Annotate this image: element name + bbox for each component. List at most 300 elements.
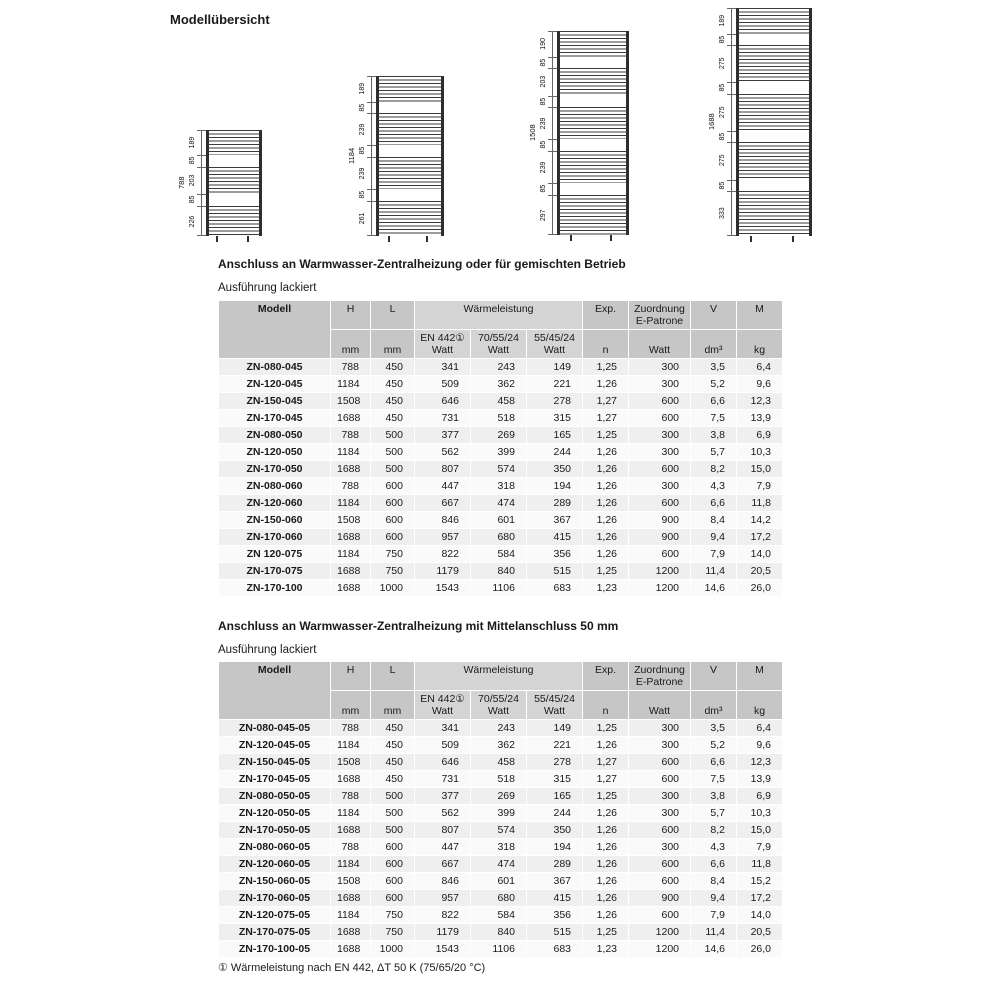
value-cell: 1,26 [583,444,629,461]
value-cell: 15,0 [737,461,783,478]
value-cell: 1000 [371,580,415,597]
col-header-m: M [737,662,783,691]
value-cell: 500 [371,788,415,805]
value-cell: 518 [471,771,527,788]
value-cell: 9,4 [691,890,737,907]
value-cell: 1,25 [583,427,629,444]
zuordnung-line2: E-Patrone [635,676,684,688]
model-cell: ZN-080-060-05 [219,839,331,856]
value-cell: 500 [371,805,415,822]
zuordnung-line1: Zuordnung [634,303,685,315]
col-header-modell: Modell [219,662,331,720]
value-cell: 278 [527,393,583,410]
value-cell: 149 [527,720,583,737]
value-cell: 12,3 [737,754,783,771]
value-cell: 1,26 [583,529,629,546]
tube-group [378,113,442,145]
tube-group [738,8,810,34]
value-cell: 600 [629,856,691,873]
value-cell: 7,5 [691,771,737,788]
value-cell: 600 [629,873,691,890]
value-cell: 1184 [331,444,371,461]
model-cell: ZN-080-045 [219,359,331,376]
value-cell: 1106 [471,941,527,958]
value-cell: 509 [415,737,471,754]
radiator-diagram [706,8,812,236]
en442-label: EN 442① [420,693,465,705]
c55-label: 55/45/24 [534,693,575,705]
value-cell: 1508 [331,393,371,410]
table-row [219,771,783,788]
model-cell: ZN-150-060 [219,512,331,529]
value-cell: 3,5 [691,359,737,376]
value-cell: 1,27 [583,393,629,410]
value-cell: 562 [415,805,471,822]
value-cell: 788 [331,839,371,856]
table-row [219,822,783,839]
dimension-tick [548,107,557,108]
segment-dimension-label: 297 [540,209,547,221]
value-cell: 4,3 [691,839,737,856]
model-cell: ZN-080-050-05 [219,788,331,805]
segment-dimension-label: 275 [719,57,726,70]
model-cell: ZN-170-060-05 [219,890,331,907]
table-row [219,563,783,580]
segment-dimension-label: 190 [540,38,547,50]
table-row [219,856,783,873]
segment-dimension-label: 85 [719,181,726,190]
value-cell: 1179 [415,563,471,580]
table-row [219,478,783,495]
value-cell: 458 [471,393,527,410]
value-cell: 600 [371,839,415,856]
value-cell: 15,0 [737,822,783,839]
value-cell: 600 [629,461,691,478]
model-cell: ZN-170-050 [219,461,331,478]
section-subheading-2: Ausführung lackiert [218,644,317,656]
radiator-foot [426,236,428,242]
value-cell: 600 [371,478,415,495]
segment-dimension-label: 189 [719,14,726,27]
tube-group [559,151,627,183]
value-cell: 15,2 [737,873,783,890]
value-cell: 600 [629,410,691,427]
value-cell: 474 [471,856,527,873]
value-cell: 450 [371,393,415,410]
value-cell: 600 [629,546,691,563]
value-cell: 500 [371,444,415,461]
value-cell: 601 [471,873,527,890]
table-row [219,495,783,512]
value-cell: 17,2 [737,890,783,907]
value-cell: 1184 [331,546,371,563]
value-cell: 584 [471,546,527,563]
dimension-rail [731,8,732,236]
value-cell: 750 [371,924,415,941]
c55-unit: Watt [543,344,566,356]
value-cell: 6,6 [691,393,737,410]
value-cell: 846 [415,873,471,890]
value-cell: 680 [471,529,527,546]
segment-dimension-label: 85 [359,103,366,112]
value-cell: 1508 [331,754,371,771]
value-cell: 20,5 [737,924,783,941]
value-cell: 840 [471,924,527,941]
value-cell: 11,4 [691,563,737,580]
value-cell: 362 [471,376,527,393]
value-cell: 300 [629,444,691,461]
value-cell: 646 [415,393,471,410]
dimension-tick [367,201,376,202]
model-cell: ZN-170-100-05 [219,941,331,958]
value-cell: 1200 [629,941,691,958]
value-cell: 318 [471,478,527,495]
tube-group [738,142,810,179]
value-cell: 278 [527,754,583,771]
radiator-body [376,76,444,236]
radiator-foot [792,236,794,242]
value-cell: 900 [629,512,691,529]
value-cell: 1,23 [583,580,629,597]
dimension-tick [548,68,557,69]
value-cell: 8,2 [691,822,737,839]
value-cell: 1184 [331,907,371,924]
value-cell: 731 [415,771,471,788]
table-body [219,720,783,958]
unit-h: mm [331,330,371,359]
table-row [219,788,783,805]
value-cell: 450 [371,359,415,376]
value-cell: 318 [471,839,527,856]
value-cell: 11,8 [737,856,783,873]
tube-group [208,167,260,194]
value-cell: 1,25 [583,720,629,737]
radiator-body [557,31,629,235]
table-row [219,546,783,563]
dimension-tick [197,167,206,168]
value-cell: 680 [471,890,527,907]
footnote: ① Wärmeleistung nach EN 442, ΔT 50 K (75/65/20 °C) [218,962,486,974]
unit-zuordnung: Watt [629,330,691,359]
value-cell: 9,6 [737,737,783,754]
unit-m: kg [737,691,783,720]
value-cell: 7,9 [737,839,783,856]
dimension-tick [197,130,206,131]
c70-label: 70/55/24 [478,332,519,344]
value-cell: 7,9 [737,478,783,495]
segment-dimension-label: 333 [719,207,726,220]
model-cell: ZN-150-045-05 [219,754,331,771]
value-cell: 788 [331,359,371,376]
value-cell: 5,7 [691,444,737,461]
value-cell: 1,27 [583,410,629,427]
table-header [219,662,783,720]
spec-table-2 [218,661,783,958]
value-cell: 350 [527,461,583,478]
value-cell: 1,25 [583,924,629,941]
col-header-70-55-24 [471,330,527,359]
model-cell: ZN-080-050 [219,427,331,444]
segment-dimension-label: 85 [359,147,366,156]
model-cell: ZN-170-100 [219,580,331,597]
value-cell: 788 [331,478,371,495]
value-cell: 600 [371,873,415,890]
value-cell: 244 [527,805,583,822]
dimension-tick [727,191,736,192]
value-cell: 1,26 [583,907,629,924]
table-row [219,720,783,737]
value-cell: 6,4 [737,359,783,376]
dimension-tick [727,180,736,181]
section-subheading-1: Ausführung lackiert [218,282,317,294]
value-cell: 356 [527,907,583,924]
value-cell: 1688 [331,771,371,788]
tube-group [738,94,810,131]
value-cell: 14,0 [737,907,783,924]
dimension-tick [197,194,206,195]
value-cell: 957 [415,529,471,546]
value-cell: 1543 [415,580,471,597]
radiator-body [206,130,262,236]
value-cell: 6,9 [737,788,783,805]
value-cell: 1688 [331,529,371,546]
value-cell: 194 [527,839,583,856]
value-cell: 1179 [415,924,471,941]
segment-dimension-label: 239 [359,123,366,136]
value-cell: 600 [371,890,415,907]
unit-v: dm³ [691,330,737,359]
value-cell: 584 [471,907,527,924]
value-cell: 1,26 [583,376,629,393]
value-cell: 900 [629,890,691,907]
value-cell: 846 [415,512,471,529]
value-cell: 500 [371,427,415,444]
value-cell: 822 [415,907,471,924]
dimension-tick [727,94,736,95]
value-cell: 1,27 [583,754,629,771]
dimension-tick [367,189,376,190]
col-header-zuordnung [629,301,691,330]
value-cell: 300 [629,427,691,444]
model-cell: ZN-120-075-05 [219,907,331,924]
value-cell: 500 [371,461,415,478]
value-cell: 1184 [331,495,371,512]
dimension-rail [201,130,202,236]
value-cell: 6,4 [737,720,783,737]
value-cell: 1,26 [583,805,629,822]
model-cell: ZN-080-060 [219,478,331,495]
unit-h: mm [331,691,371,720]
dimension-tick [727,235,736,236]
radiator-diagram [176,130,262,236]
value-cell: 26,0 [737,580,783,597]
value-cell: 17,2 [737,529,783,546]
radiator-diagram [527,31,629,235]
value-cell: 500 [371,822,415,839]
value-cell: 957 [415,890,471,907]
value-cell: 450 [371,376,415,393]
dimension-tick [548,195,557,196]
dimension-tick [727,34,736,35]
table-row [219,512,783,529]
overall-dimension-label: 1508 [528,124,537,142]
value-cell: 807 [415,461,471,478]
col-header-waermeleistung: Wärmeleistung [415,301,583,330]
segment-dimension-label: 189 [359,82,366,95]
value-cell: 900 [629,529,691,546]
value-cell: 367 [527,512,583,529]
tube-group [559,31,627,57]
table-row [219,737,783,754]
value-cell: 12,3 [737,393,783,410]
unit-exp: n [583,691,629,720]
model-cell: ZN-120-050-05 [219,805,331,822]
value-cell: 667 [415,856,471,873]
segment-dimension-label: 85 [719,84,726,92]
value-cell: 1200 [629,580,691,597]
value-cell: 6,6 [691,856,737,873]
model-cell: ZN-120-060-05 [219,856,331,873]
tube-group [559,68,627,95]
value-cell: 515 [527,924,583,941]
segment-dimension-label: 239 [540,161,547,173]
segment-dimension-label: 275 [719,155,726,167]
value-cell: 1543 [415,941,471,958]
tube-group [378,76,442,102]
table-header [219,301,783,359]
value-cell: 600 [629,393,691,410]
value-cell: 1,26 [583,495,629,512]
value-cell: 6,9 [737,427,783,444]
table-row [219,754,783,771]
dimension-rail [552,31,553,235]
table-row [219,580,783,597]
dimension-tick [727,8,736,9]
value-cell: 6,6 [691,495,737,512]
value-cell: 11,8 [737,495,783,512]
radiator-foot [388,236,390,242]
segment-dimension-label: 85 [189,157,196,166]
table-row [219,907,783,924]
value-cell: 750 [371,546,415,563]
value-cell: 367 [527,873,583,890]
model-cell: ZN-120-060 [219,495,331,512]
model-cell: ZN-170-075-05 [219,924,331,941]
value-cell: 1184 [331,737,371,754]
value-cell: 243 [471,359,527,376]
section-heading-2: Anschluss an Warmwasser-Zentralheizung mit Mittelanschluss 50 mm [218,619,619,633]
value-cell: 1688 [331,580,371,597]
model-cell: ZN-150-060-05 [219,873,331,890]
value-cell: 1688 [331,563,371,580]
en442-unit: Watt [431,705,454,717]
value-cell: 221 [527,737,583,754]
value-cell: 1200 [629,924,691,941]
model-cell: ZN-080-045-05 [219,720,331,737]
value-cell: 1184 [331,805,371,822]
dimension-tick [727,45,736,46]
value-cell: 447 [415,839,471,856]
overall-dimension-label: 1184 [347,147,356,165]
segment-dimension-label: 226 [189,214,196,227]
value-cell: 3,8 [691,427,737,444]
model-cell: ZN-170-075 [219,563,331,580]
dimension-tick [367,102,376,103]
value-cell: 13,9 [737,771,783,788]
radiator-foot [247,236,249,242]
c55-label: 55/45/24 [534,332,575,344]
dimension-tick [548,151,557,152]
value-cell: 415 [527,890,583,907]
table-row [219,529,783,546]
radiator-foot [570,235,572,241]
value-cell: 667 [415,495,471,512]
dimension-tick [548,57,557,58]
value-cell: 300 [629,376,691,393]
value-cell: 600 [629,822,691,839]
col-header-zuordnung [629,662,691,691]
value-cell: 1688 [331,924,371,941]
value-cell: 399 [471,805,527,822]
radiator-body [736,8,812,236]
segment-dimension-label: 85 [540,141,547,150]
table-row [219,805,783,822]
table-row [219,890,783,907]
section-heading-1: Anschluss an Warmwasser-Zentralheizung oder für gemischten Betrieb [218,257,626,271]
value-cell: 26,0 [737,941,783,958]
col-header-v: V [691,301,737,330]
value-cell: 300 [629,359,691,376]
dimension-tick [548,31,557,32]
value-cell: 7,5 [691,410,737,427]
value-cell: 509 [415,376,471,393]
value-cell: 244 [527,444,583,461]
segment-dimension-label: 85 [719,35,726,44]
dimension-tick [367,157,376,158]
col-header-waermeleistung: Wärmeleistung [415,662,583,691]
c55-unit: Watt [543,705,566,717]
unit-v: dm³ [691,691,737,720]
value-cell: 474 [471,495,527,512]
value-cell: 194 [527,478,583,495]
value-cell: 3,5 [691,720,737,737]
dimension-tick [548,96,557,97]
value-cell: 450 [371,754,415,771]
radiator-foot [216,236,218,242]
value-cell: 600 [371,856,415,873]
value-cell: 1508 [331,512,371,529]
value-cell: 377 [415,788,471,805]
value-cell: 300 [629,788,691,805]
model-cell: ZN-120-045-05 [219,737,331,754]
model-cell: ZN-120-045 [219,376,331,393]
zuordnung-line2: E-Patrone [635,315,684,327]
segment-dimension-label: 85 [359,191,366,199]
segment-dimension-label: 239 [540,117,547,130]
value-cell: 601 [471,512,527,529]
model-cell: ZN-170-045-05 [219,771,331,788]
tube-group [378,157,442,189]
value-cell: 518 [471,410,527,427]
value-cell: 221 [527,376,583,393]
dimension-tick [727,142,736,143]
value-cell: 300 [629,478,691,495]
table-row [219,873,783,890]
value-cell: 750 [371,907,415,924]
value-cell: 1106 [471,580,527,597]
value-cell: 731 [415,410,471,427]
value-cell: 1,26 [583,873,629,890]
